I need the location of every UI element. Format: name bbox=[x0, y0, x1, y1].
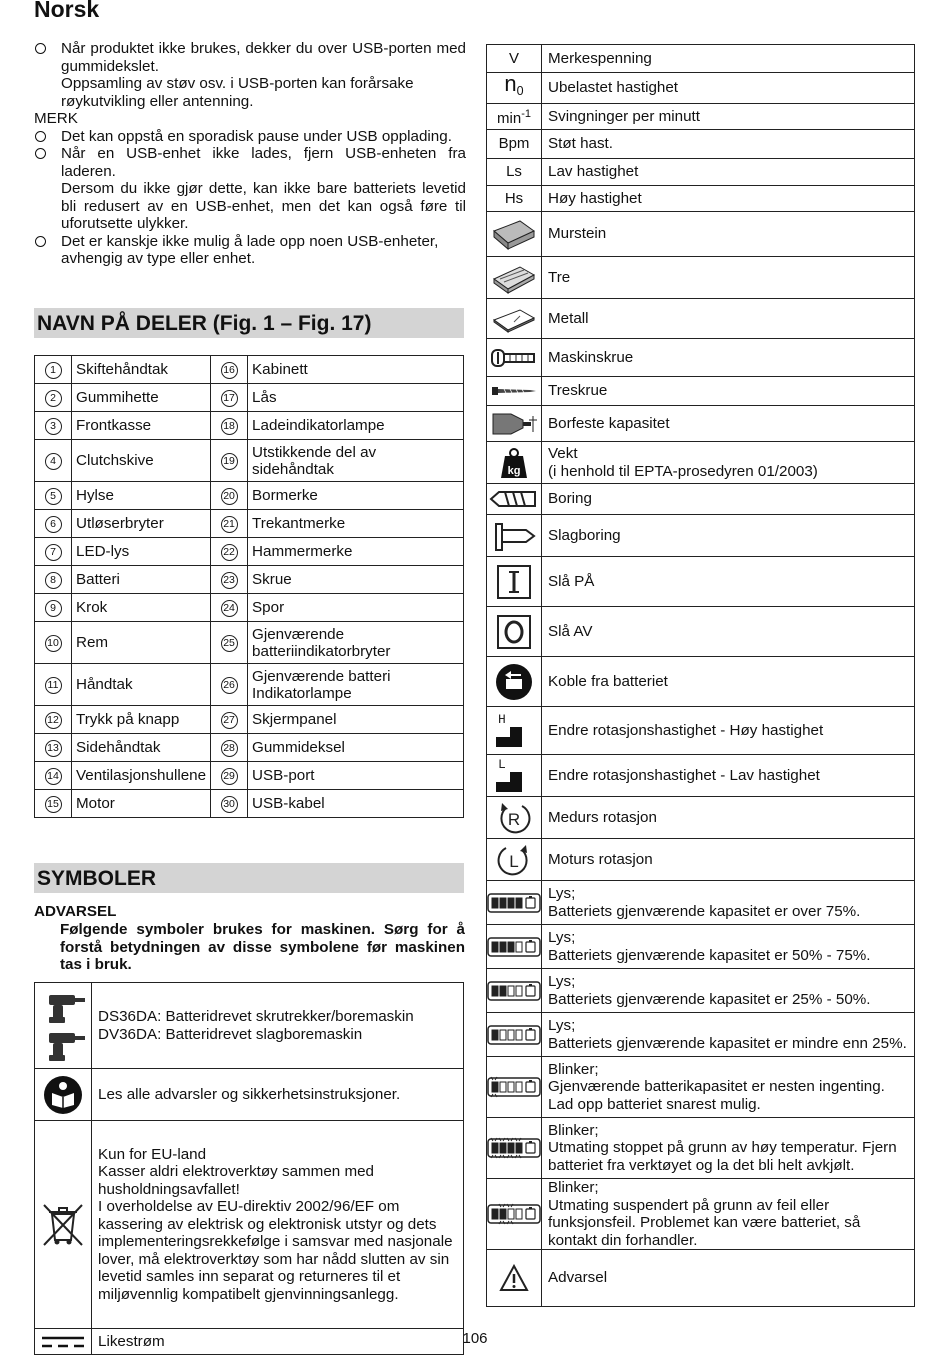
parts-row bbox=[35, 510, 464, 538]
part-number bbox=[211, 762, 248, 790]
symbol-row bbox=[487, 406, 915, 442]
part-label: Gjenværende batteriindikatorbryter bbox=[248, 622, 464, 664]
part-number bbox=[211, 412, 248, 440]
part-label: Ladeindikatorlampe bbox=[248, 412, 464, 440]
part-number bbox=[211, 566, 248, 594]
intro-section bbox=[34, 40, 466, 268]
part-number bbox=[35, 622, 72, 664]
symbol-row bbox=[487, 484, 915, 515]
rotation-letter: R bbox=[507, 809, 521, 829]
parts-row bbox=[35, 762, 464, 790]
symbol-text: Maskinskrue bbox=[542, 339, 915, 377]
symbol-abbrev bbox=[487, 45, 542, 73]
bullet-ring-icon bbox=[35, 131, 46, 142]
symbol-text: Lav hastighet bbox=[542, 159, 915, 186]
symbol-subscript: 0 bbox=[516, 84, 524, 99]
symbols-section-title: SYMBOLER bbox=[34, 863, 464, 893]
part-number-badge: 28 bbox=[221, 740, 238, 757]
symbol-text bbox=[542, 925, 915, 969]
language-heading: Norsk bbox=[34, 0, 100, 22]
part-number bbox=[35, 384, 72, 412]
symbol-line: I overholdelse av EU-direktiv 2002/96/EF om kassering av elektrisk og elektronisk utstyr og dets implementeringsrekkefølge i samsvar med nasjonale lover, må elektroverktøy som har nådd slutten av sin levetid samles inn separat og returneres til et miljøvennlig kompatibelt gjenvinningsanlegg. bbox=[98, 1198, 453, 1303]
part-number bbox=[211, 664, 248, 706]
part-number-badge: 6 bbox=[45, 516, 62, 533]
symbol-line: Utmating suspendert på grunn av feil eller funksjonsfeil. Problemet kan være batteriet, så kontakt din forhandler. bbox=[548, 1196, 861, 1249]
part-label: USB-port bbox=[248, 762, 464, 790]
parts-row bbox=[35, 538, 464, 566]
part-label: Lås bbox=[248, 384, 464, 412]
part-label: Kabinett bbox=[248, 356, 464, 384]
part-number bbox=[211, 510, 248, 538]
battery-1-icon bbox=[487, 1013, 542, 1057]
symbol-text: Slå PÅ bbox=[542, 557, 915, 607]
symbol-line: Batteriets gjenværende kapasitet er mindre enn 25%. bbox=[548, 1034, 907, 1052]
symbol-row bbox=[487, 1057, 915, 1118]
part-number-badge: 22 bbox=[221, 544, 238, 561]
symbols-table-right bbox=[486, 44, 915, 1307]
symbol-row bbox=[487, 797, 915, 839]
symbol-row bbox=[487, 1179, 915, 1250]
symbol-text bbox=[542, 1013, 915, 1057]
part-number-badge: 13 bbox=[45, 740, 62, 757]
wood-screw-icon bbox=[487, 377, 542, 406]
parts-row bbox=[35, 664, 464, 706]
part-number bbox=[35, 538, 72, 566]
part-number bbox=[35, 594, 72, 622]
symbol-text bbox=[542, 1118, 915, 1179]
part-number bbox=[211, 356, 248, 384]
symbol-text: Medurs rotasjon bbox=[542, 797, 915, 839]
part-label: Skrue bbox=[248, 566, 464, 594]
part-number bbox=[211, 594, 248, 622]
symbol-abbrev bbox=[487, 104, 542, 130]
part-number-badge: 17 bbox=[221, 390, 238, 407]
symbol-row bbox=[487, 881, 915, 925]
symbol-line: Batteriets gjenværende kapasitet er 50% - 75%. bbox=[548, 946, 871, 964]
symbol-text bbox=[542, 969, 915, 1013]
symbol-row bbox=[487, 339, 915, 377]
symbol-line: Lys; bbox=[548, 973, 576, 990]
part-label: Trykk på knapp bbox=[72, 706, 211, 734]
symbol-row bbox=[487, 212, 915, 257]
part-number bbox=[211, 790, 248, 818]
part-number-badge: 16 bbox=[221, 362, 238, 379]
part-number-badge: 1 bbox=[45, 362, 62, 379]
part-number-badge: 12 bbox=[45, 712, 62, 729]
symbols-table-left bbox=[34, 982, 464, 1355]
symbol-text bbox=[92, 983, 464, 1069]
battery-blink-1-icon bbox=[487, 1057, 542, 1118]
symbol-line: Gjenværende batterikapasitet er nesten ingenting. Lad opp batteriet snarest mulig. bbox=[548, 1078, 885, 1113]
symbol-line: Blinker; bbox=[548, 1121, 599, 1139]
symbol-text: Slå AV bbox=[542, 607, 915, 657]
part-number bbox=[211, 538, 248, 566]
symbol-text: Advarsel bbox=[542, 1250, 915, 1307]
part-label: Utløserbryter bbox=[72, 510, 211, 538]
bullet-ring-icon bbox=[35, 148, 46, 159]
symbol-text: Ubelastet hastighet bbox=[542, 73, 915, 104]
symbol-abbrev-text: n bbox=[504, 71, 517, 97]
symbol-row bbox=[487, 707, 915, 755]
metal-icon bbox=[487, 299, 542, 339]
symbol-line: Blinker; bbox=[548, 1060, 599, 1078]
part-number-badge: 18 bbox=[221, 418, 238, 435]
part-label: USB-kabel bbox=[248, 790, 464, 818]
part-label: Skjermpanel bbox=[248, 706, 464, 734]
wood-icon bbox=[487, 257, 542, 299]
symbol-row bbox=[487, 45, 915, 73]
symbol-row bbox=[487, 73, 915, 104]
part-number bbox=[35, 482, 72, 510]
symbol-abbrev bbox=[487, 186, 542, 212]
symbol-row bbox=[487, 377, 915, 406]
part-number-badge: 27 bbox=[221, 712, 238, 729]
symbol-row bbox=[487, 104, 915, 130]
symbol-abbrev-text: min bbox=[497, 109, 522, 127]
parts-row bbox=[35, 734, 464, 762]
parts-row bbox=[35, 356, 464, 384]
parts-row bbox=[35, 622, 464, 664]
symbol-row bbox=[35, 983, 464, 1069]
symbol-row bbox=[487, 755, 915, 797]
symbol-row bbox=[487, 1013, 915, 1057]
part-label: Spor bbox=[248, 594, 464, 622]
bullet-item bbox=[34, 145, 466, 180]
part-number-badge: 23 bbox=[221, 572, 238, 589]
part-label: Krok bbox=[72, 594, 211, 622]
symbol-abbrev bbox=[487, 73, 542, 104]
part-number-badge: 2 bbox=[45, 390, 62, 407]
chuck-icon bbox=[487, 406, 542, 442]
svg-text:kg: kg bbox=[507, 464, 521, 477]
parts-row bbox=[35, 790, 464, 818]
symbol-line: Lys; bbox=[548, 929, 576, 946]
symbol-text: Les alle advarsler og sikkerhetsinstruksjoner. bbox=[92, 1069, 464, 1121]
disconnect-battery-icon bbox=[487, 657, 542, 707]
part-number-badge: 11 bbox=[45, 677, 62, 694]
part-number bbox=[35, 762, 72, 790]
symbol-text: Endre rotasjonshastighet - Lav hastighet bbox=[542, 755, 915, 797]
hammer-drilling-icon bbox=[487, 515, 542, 557]
symbol-text: Boring bbox=[542, 484, 915, 515]
parts-section-title: NAVN PÅ DELER (Fig. 1 – Fig. 17) bbox=[34, 308, 464, 338]
part-number-badge: 15 bbox=[45, 796, 62, 813]
part-number bbox=[35, 734, 72, 762]
symbol-abbrev bbox=[487, 159, 542, 186]
symbol-line: Kun for EU-land bbox=[98, 1145, 207, 1163]
symbol-row bbox=[487, 186, 915, 212]
part-label: Gjenværende batteri Indikatorlampe bbox=[248, 664, 464, 706]
speed-letter: L bbox=[498, 756, 506, 772]
symbol-superscript: -1 bbox=[521, 107, 531, 120]
part-number bbox=[35, 510, 72, 538]
bullet-item bbox=[34, 40, 466, 75]
symbol-text bbox=[542, 1179, 915, 1250]
drilling-icon bbox=[487, 484, 542, 515]
part-number bbox=[35, 566, 72, 594]
part-number bbox=[35, 440, 72, 482]
part-number bbox=[211, 706, 248, 734]
warning-label: ADVARSEL bbox=[34, 903, 117, 920]
part-number bbox=[35, 664, 72, 706]
symbol-text: Moturs rotasjon bbox=[542, 839, 915, 881]
part-label: Hammermerke bbox=[248, 538, 464, 566]
parts-row bbox=[35, 594, 464, 622]
weight-icon bbox=[487, 442, 542, 484]
part-number-badge: 14 bbox=[45, 768, 62, 785]
part-label: Batteri bbox=[72, 566, 211, 594]
symbol-row bbox=[487, 299, 915, 339]
part-number bbox=[35, 790, 72, 818]
parts-row bbox=[35, 384, 464, 412]
symbol-text: Likestrøm bbox=[92, 1329, 464, 1355]
part-number-badge: 21 bbox=[221, 516, 238, 533]
symbol-text: Merkespenning bbox=[542, 45, 915, 73]
part-label: Håndtak bbox=[72, 664, 211, 706]
symbol-text: Koble fra batteriet bbox=[542, 657, 915, 707]
part-number-badge: 25 bbox=[221, 635, 238, 652]
part-label: Skiftehåndtak bbox=[72, 356, 211, 384]
symbol-text: Støt hast. bbox=[542, 130, 915, 159]
symbol-row bbox=[487, 925, 915, 969]
part-number-badge: 10 bbox=[45, 635, 62, 652]
part-label: LED-lys bbox=[72, 538, 211, 566]
part-label: Gummihette bbox=[72, 384, 211, 412]
symbol-abbrev-text: Hs bbox=[504, 189, 524, 207]
speed-letter: H bbox=[498, 711, 506, 727]
symbol-line: DV36DA: Batteridrevet slagboremaskin bbox=[98, 1025, 363, 1043]
part-number-badge: 30 bbox=[221, 796, 238, 813]
symbol-line: (i henhold til EPTA-prosedyren 01/2003) bbox=[548, 462, 818, 480]
drill-icons bbox=[35, 983, 92, 1069]
symbol-abbrev-text: Ls bbox=[506, 163, 522, 181]
part-number-badge: 29 bbox=[221, 768, 238, 785]
crossed-bin-icon bbox=[35, 1121, 92, 1329]
part-label: Sidehåndtak bbox=[72, 734, 211, 762]
symbol-row bbox=[487, 839, 915, 881]
part-label: Gummideksel bbox=[248, 734, 464, 762]
battery-2-icon bbox=[487, 969, 542, 1013]
symbol-line: Batteriets gjenværende kapasitet er 25% - 50%. bbox=[548, 990, 871, 1008]
low-speed-icon bbox=[487, 755, 542, 797]
counterclockwise-icon bbox=[487, 839, 542, 881]
symbol-line: DS36DA: Batteridrevet skrutrekker/boremaskin bbox=[98, 1008, 414, 1025]
switch-off-icon bbox=[487, 607, 542, 657]
part-number-badge: 20 bbox=[221, 488, 238, 505]
symbol-text bbox=[542, 442, 915, 484]
parts-row bbox=[35, 706, 464, 734]
symbol-abbrev bbox=[487, 130, 542, 159]
symbol-row bbox=[487, 257, 915, 299]
bullet-item bbox=[34, 128, 466, 146]
part-number bbox=[211, 440, 248, 482]
part-label: Frontkasse bbox=[72, 412, 211, 440]
intro-text: Når en USB-enhet ikke lades, fjern USB-enheten fra laderen. bbox=[61, 145, 466, 180]
clockwise-icon bbox=[487, 797, 542, 839]
symbol-row bbox=[487, 1250, 915, 1307]
part-label: Trekantmerke bbox=[248, 510, 464, 538]
part-number-badge: 7 bbox=[45, 544, 62, 561]
machine-screw-icon bbox=[487, 339, 542, 377]
part-label: Clutchskive bbox=[72, 440, 211, 482]
symbol-row bbox=[35, 1121, 464, 1329]
part-number-badge: 4 bbox=[45, 453, 62, 470]
high-speed-icon bbox=[487, 707, 542, 755]
symbol-row bbox=[487, 969, 915, 1013]
symbol-row bbox=[487, 1118, 915, 1179]
intro-text: Oppsamling av støv osv. i USB-porten kan forårsake røykutvikling eller antenning. bbox=[61, 75, 414, 110]
warning-triangle-icon bbox=[487, 1250, 542, 1307]
read-manual-icon bbox=[35, 1069, 92, 1121]
symbol-text: Endre rotasjonshastighet - Høy hastighet bbox=[542, 707, 915, 755]
intro-text: Det er kanskje ikke mulig å lade opp noen USB-enheter, avhengig av type eller enhet. bbox=[61, 232, 439, 267]
symbol-line: Lys; bbox=[548, 885, 576, 902]
part-label: Bormerke bbox=[248, 482, 464, 510]
part-number-badge: 9 bbox=[45, 600, 62, 617]
switch-on-icon bbox=[487, 557, 542, 607]
part-number bbox=[211, 622, 248, 664]
battery-blink-all-icon bbox=[487, 1118, 542, 1179]
symbol-text bbox=[92, 1121, 464, 1329]
part-number bbox=[211, 482, 248, 510]
symbol-row bbox=[487, 515, 915, 557]
symbol-text: Svingninger per minutt bbox=[542, 104, 915, 130]
symbol-line: Batteriets gjenværende kapasitet er over 75%. bbox=[548, 902, 861, 920]
parts-row bbox=[35, 482, 464, 510]
symbol-line: Vekt bbox=[548, 445, 578, 462]
parts-table bbox=[34, 355, 464, 818]
bullet-ring-icon bbox=[35, 236, 46, 247]
symbol-row bbox=[487, 607, 915, 657]
part-number-badge: 24 bbox=[221, 600, 238, 617]
symbol-row bbox=[487, 130, 915, 159]
part-number bbox=[35, 356, 72, 384]
page-number: 106 bbox=[462, 1330, 488, 1347]
symbol-row bbox=[35, 1069, 464, 1121]
symbol-text: Høy hastighet bbox=[542, 186, 915, 212]
symbol-row bbox=[487, 557, 915, 607]
symbol-text bbox=[542, 881, 915, 925]
symbol-text bbox=[542, 1057, 915, 1118]
part-label: Motor bbox=[72, 790, 211, 818]
part-number-badge: 26 bbox=[221, 677, 238, 694]
part-number bbox=[211, 734, 248, 762]
intro-text: Når produktet ikke brukes, dekker du over USB-porten med gummidekslet. bbox=[61, 40, 466, 75]
symbol-text: Metall bbox=[542, 299, 915, 339]
part-label: Utstikkende del av sidehåndtak bbox=[248, 440, 464, 482]
part-label: Ventilasjonshullene bbox=[72, 762, 211, 790]
part-number-badge: 19 bbox=[221, 453, 238, 470]
symbol-abbrev-text: V bbox=[508, 49, 519, 67]
part-number bbox=[211, 384, 248, 412]
parts-row bbox=[35, 440, 464, 482]
warning-text: Følgende symboler brukes for maskinen. Sørg for å forstå betydningen av disse symbolene før maskinen tas i bruk. bbox=[60, 921, 465, 973]
symbol-text: Tre bbox=[542, 257, 915, 299]
intro-text: Det kan oppstå en sporadisk pause under USB opplading. bbox=[61, 127, 452, 145]
part-number bbox=[35, 412, 72, 440]
battery-blink-2-icon bbox=[487, 1179, 542, 1250]
intro-text: Dersom du ikke gjør dette, kan ikke bare batteriets levetid bli redusert av en USB-enhet, men det kan også føre til uforutsette ulykker. bbox=[61, 180, 466, 232]
part-number-badge: 8 bbox=[45, 572, 62, 589]
symbol-line: Blinker; bbox=[548, 1179, 599, 1196]
symbol-row bbox=[487, 657, 915, 707]
part-label: Hylse bbox=[72, 482, 211, 510]
parts-row bbox=[35, 566, 464, 594]
symbol-row bbox=[487, 159, 915, 186]
symbol-text: Treskrue bbox=[542, 377, 915, 406]
symbol-text: Murstein bbox=[542, 212, 915, 257]
note-label: MERK bbox=[34, 110, 78, 127]
rotation-letter: L bbox=[509, 851, 519, 871]
battery-3-icon bbox=[487, 925, 542, 969]
part-number-badge: 3 bbox=[45, 418, 62, 435]
battery-4-icon bbox=[487, 881, 542, 925]
bullet-ring-icon bbox=[35, 43, 46, 54]
part-label: Rem bbox=[72, 622, 211, 664]
symbol-line: Utmating stoppet på grunn av høy temperatur. Fjern batteriet fra verktøyet og la det bli helt avkjølt. bbox=[548, 1139, 897, 1174]
symbol-text: Slagboring bbox=[542, 515, 915, 557]
symbol-row bbox=[487, 442, 915, 484]
brick-icon bbox=[487, 212, 542, 257]
symbol-line: Kasser aldri elektroverktøy sammen med husholdningsavfallet! bbox=[98, 1163, 374, 1198]
symbol-line: Lys; bbox=[548, 1017, 576, 1034]
parts-row bbox=[35, 412, 464, 440]
symbol-abbrev-text: Bpm bbox=[498, 135, 530, 153]
part-number-badge: 5 bbox=[45, 488, 62, 505]
symbol-text: Borfeste kapasitet bbox=[542, 406, 915, 442]
part-number bbox=[35, 706, 72, 734]
bullet-item bbox=[34, 233, 466, 268]
